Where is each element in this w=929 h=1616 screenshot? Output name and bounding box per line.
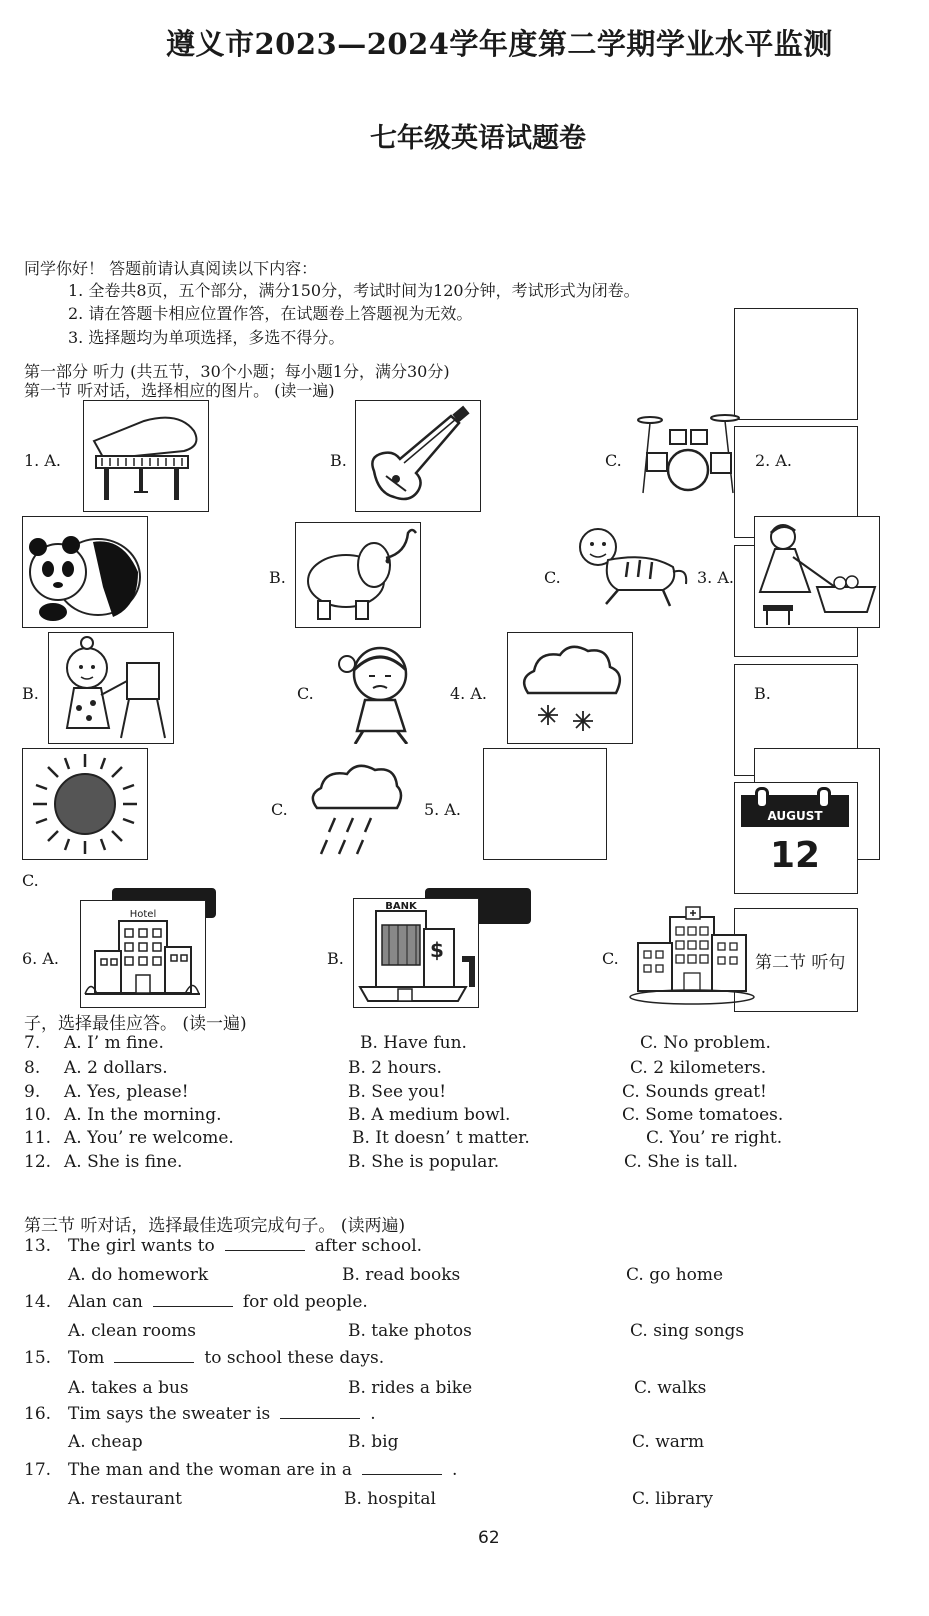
option-a: A. do homework — [68, 1265, 209, 1285]
q2-b-label: B. — [269, 568, 286, 587]
rain-cloud-picture — [305, 760, 405, 860]
option-c: C. walks — [634, 1378, 707, 1398]
girl-painting-icon — [49, 633, 172, 742]
option-a: A. clean rooms — [68, 1321, 197, 1341]
instruction-item-3: 3. 选择题均为单项选择，多选不得分。 — [68, 328, 345, 347]
answer-blank — [362, 1460, 442, 1475]
hotel-picture — [80, 900, 206, 1008]
tiger-picture — [568, 522, 693, 610]
rain-icon — [305, 760, 405, 860]
option-a: A. I’ m fine. — [64, 1033, 164, 1053]
option-c: C. Some tomatoes. — [622, 1105, 784, 1125]
stem-text-after: . — [452, 1460, 458, 1480]
q4-c-label: C. — [271, 800, 288, 819]
q3-c-label: C. — [297, 684, 314, 703]
stem-text-before: Tom — [68, 1348, 105, 1368]
stem-text-before: The girl wants to — [68, 1236, 215, 1256]
q5-label: 5. A. — [424, 800, 461, 819]
option-a: A. Yes, please! — [64, 1082, 189, 1102]
bank-sign: BANK — [385, 901, 417, 912]
stem-text-before: Alan can — [68, 1292, 143, 1312]
part1-heading: 第一部分 听力 (共五节，30个小题；每小题1分，满分30分) — [24, 362, 450, 381]
piano-icon — [84, 401, 207, 510]
sun-picture — [22, 748, 148, 860]
option-a: A. cheap — [68, 1432, 143, 1452]
calendar-picture — [734, 782, 858, 894]
empty-frame — [734, 308, 858, 420]
question-number: 14. — [24, 1292, 52, 1312]
bank-icon — [354, 899, 477, 1006]
section2-heading-start: 第二节 听句 — [755, 953, 846, 973]
question-number: 12. — [24, 1152, 52, 1172]
option-b: B. See you! — [348, 1082, 447, 1102]
option-b: B. read books — [342, 1265, 461, 1285]
crying-girl-picture — [325, 636, 440, 744]
option-a: A. She is fine. — [64, 1152, 183, 1172]
option-c: C. go home — [626, 1265, 724, 1285]
svg-text:$: $ — [430, 938, 444, 962]
option-b: B. Have fun. — [360, 1033, 467, 1053]
section3-heading: 第三节 听对话，选择最佳选项完成句子。 (读两遍) — [24, 1216, 406, 1236]
q6-label: 6. A. — [22, 949, 59, 968]
question-stem — [24, 1236, 422, 1256]
option-b: B. 2 hours. — [348, 1058, 442, 1078]
elephant-icon — [296, 523, 419, 626]
hospital-icon — [628, 905, 756, 1005]
option-a: A. You’ re welcome. — [64, 1128, 234, 1148]
q1-b-label: B. — [330, 451, 347, 470]
option-b: B. It doesn’ t matter. — [352, 1128, 530, 1148]
option-b: B. rides a bike — [348, 1378, 473, 1398]
panda-picture — [22, 516, 148, 628]
option-c: C. library — [632, 1489, 713, 1509]
option-b: B. She is popular. — [348, 1152, 500, 1172]
q1-c-label: C. — [605, 451, 622, 470]
painting-girl-picture — [48, 632, 174, 744]
page-subtitle: 七年级英语试题卷 — [370, 123, 586, 154]
guitar-icon — [356, 401, 479, 510]
answer-blank — [225, 1236, 305, 1251]
option-c: C. You’ re right. — [646, 1128, 783, 1148]
option-b: B. take photos — [348, 1321, 472, 1341]
question-number: 15. — [24, 1348, 52, 1368]
question-stem — [24, 1404, 376, 1424]
instruction-item-2: 2. 请在答题卡相应位置作答，在试题卷上答题视为无效。 — [68, 304, 473, 323]
stem-text-before: The man and the woman are in a — [68, 1460, 353, 1480]
tiger-icon — [568, 522, 693, 610]
option-b: B. hospital — [344, 1489, 436, 1509]
question-number: 17. — [24, 1460, 52, 1480]
option-a: A. takes a bus — [68, 1378, 189, 1398]
q4-label: 4. A. — [450, 684, 487, 703]
washing-girl-picture — [754, 516, 880, 628]
question-number: 16. — [24, 1404, 52, 1424]
stem-text-after: to school these days. — [204, 1348, 385, 1368]
section2-heading-end: 子，选择最佳应答。 (读一遍) — [24, 1014, 247, 1034]
stem-text-before: Tim says the sweater is — [68, 1404, 271, 1424]
instruction-item-1: 1. 全卷共8页，五个部分，满分150分，考试时间为120分钟，考试形式为闭卷。 — [68, 281, 640, 300]
snow-cloud-picture — [507, 632, 633, 744]
answer-blank — [114, 1348, 194, 1363]
calendar-month: AUGUST — [767, 809, 823, 823]
page-title: 遵义市2023—2024学年度第二学期学业水平监测 — [166, 27, 833, 61]
stem-text-after: after school. — [314, 1236, 423, 1256]
option-c: C. No problem. — [640, 1033, 771, 1053]
drum-picture — [625, 408, 750, 496]
option-c: C. 2 kilometers. — [630, 1058, 767, 1078]
question-number: 11. — [24, 1128, 52, 1148]
girl-crying-icon — [325, 636, 440, 744]
option-a: A. restaurant — [68, 1489, 182, 1509]
page-number: 62 — [478, 1528, 500, 1548]
question-stem — [24, 1348, 384, 1368]
girl-washing-icon — [755, 517, 878, 626]
stem-text-after: . — [370, 1404, 376, 1424]
option-a: A. 2 dollars. — [64, 1058, 168, 1078]
option-c: C. Sounds great! — [622, 1082, 767, 1102]
guitar-picture — [355, 400, 481, 512]
option-c: C. warm — [632, 1432, 705, 1452]
bank-picture — [353, 898, 479, 1008]
section1-heading: 第一节 听对话，选择相应的图片。 (读一遍) — [24, 381, 335, 400]
question-number: 7. — [24, 1033, 41, 1053]
hospital-picture — [628, 905, 756, 1005]
option-c: C. sing songs — [630, 1321, 745, 1341]
snow-icon — [508, 633, 631, 742]
hotel-sign: Hotel — [129, 909, 157, 920]
q2-c-label: C. — [544, 568, 561, 587]
q6-c-label: C. — [602, 949, 619, 968]
option-a: A. In the morning. — [64, 1105, 222, 1125]
question-stem — [24, 1292, 368, 1312]
question-number: 8. — [24, 1058, 41, 1078]
calendar-day: 12 — [769, 835, 821, 876]
question-number: 13. — [24, 1236, 52, 1256]
option-c: C. She is tall. — [624, 1152, 739, 1172]
instructions-greeting: 同学你好！ 答题前请认真阅读以下内容： — [24, 259, 318, 278]
piano-picture — [83, 400, 209, 512]
q3-label: 3. A. — [697, 568, 734, 587]
answer-blank — [280, 1404, 360, 1419]
question-number: 10. — [24, 1105, 52, 1125]
panda-icon — [23, 517, 146, 626]
q1-label: 1. A. — [24, 451, 61, 470]
stem-text-after: for old people. — [242, 1292, 368, 1312]
option-b: B. big — [348, 1432, 399, 1452]
question-stem — [24, 1460, 457, 1480]
sun-icon — [23, 749, 146, 858]
empty-picture-frame — [483, 748, 607, 860]
q4-b-label: B. — [754, 684, 771, 703]
q3-b-label: B. — [22, 684, 39, 703]
q2-label: 2. A. — [755, 451, 792, 470]
drum-icon — [625, 408, 750, 496]
answer-blank — [153, 1292, 233, 1307]
elephant-picture — [295, 522, 421, 628]
q6-b-label: B. — [327, 949, 344, 968]
question-number: 9. — [24, 1082, 41, 1102]
option-b: B. A medium bowl. — [348, 1105, 511, 1125]
q5-c-label: C. — [22, 871, 39, 890]
